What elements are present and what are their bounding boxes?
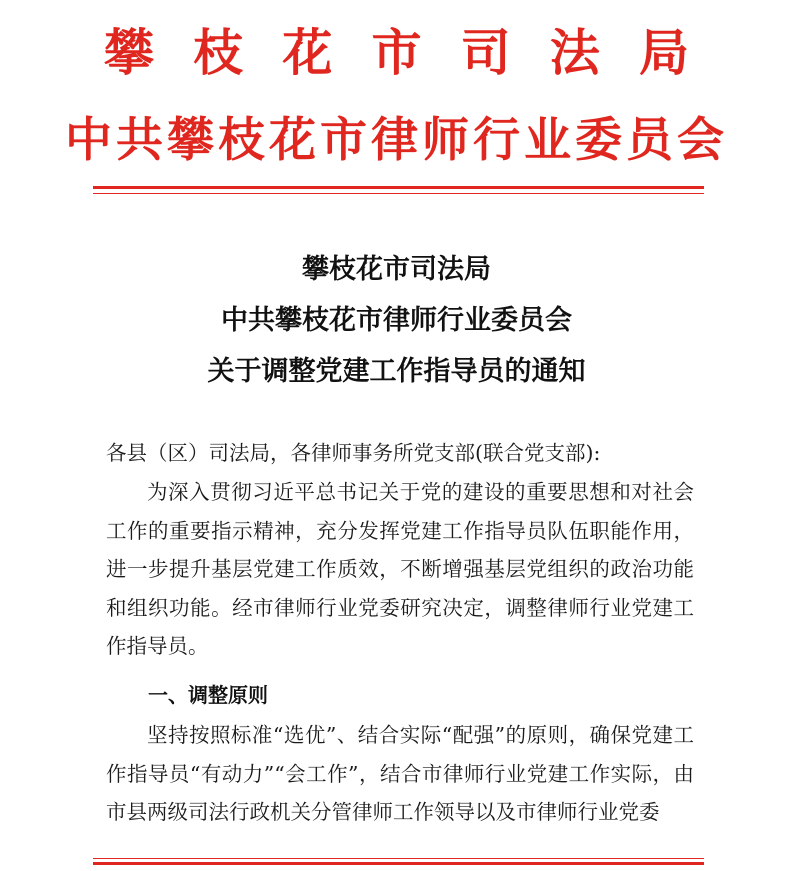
document-title-line-2: 中共攀枝花市律师行业委员会 [221, 305, 572, 336]
paragraph-2-block [106, 716, 694, 832]
letterhead-char: 法 [549, 23, 600, 82]
section-heading-1: 一、调整原则 [148, 683, 268, 707]
salutation: 各县（区）司法局，各律师事务所党支部(联合党支部): [106, 441, 601, 465]
paragraph-1-block [106, 473, 694, 666]
footer-rule-thick [93, 862, 704, 865]
letterhead-issuer-1 [0, 23, 793, 82]
paragraph-2: 坚持按照标准“选优”、结合实际“配强”的原则，确保党建工作指导员“有动力”“会工作”，结合市律师行业党建工作实际，由市县两级司法行政机关分管律师工作领导以及市律师行业党委 [106, 723, 694, 824]
letterhead-char: 花 [282, 23, 333, 82]
footer-rule-thin [93, 858, 704, 859]
header-rule-thin [93, 193, 704, 194]
letterhead-char: 局 [638, 23, 689, 82]
letterhead-issuer-2: 中共攀枝花市律师行业委员会 [65, 113, 728, 168]
paragraph-1: 为深入贯彻习近平总书记关于党的建设的重要思想和对社会工作的重要指示精神，充分发挥党建工作指导员队伍职能作用，进一步提升基层党建工作质效，不断增强基层党组织的政治功能和组织功能。经市律师行业党委研究决定，调整律师行业党建工作指导员。 [106, 480, 694, 658]
letterhead-char: 枝 [193, 23, 244, 82]
letterhead-char: 司 [460, 23, 511, 82]
document-title-line-3: 关于调整党建工作指导员的通知 [207, 356, 586, 387]
header-rule-thick [93, 186, 704, 189]
letterhead-char: 市 [371, 23, 422, 82]
document-title-line-1: 攀枝花市司法局 [302, 254, 491, 285]
letterhead-char: 攀 [104, 23, 154, 82]
